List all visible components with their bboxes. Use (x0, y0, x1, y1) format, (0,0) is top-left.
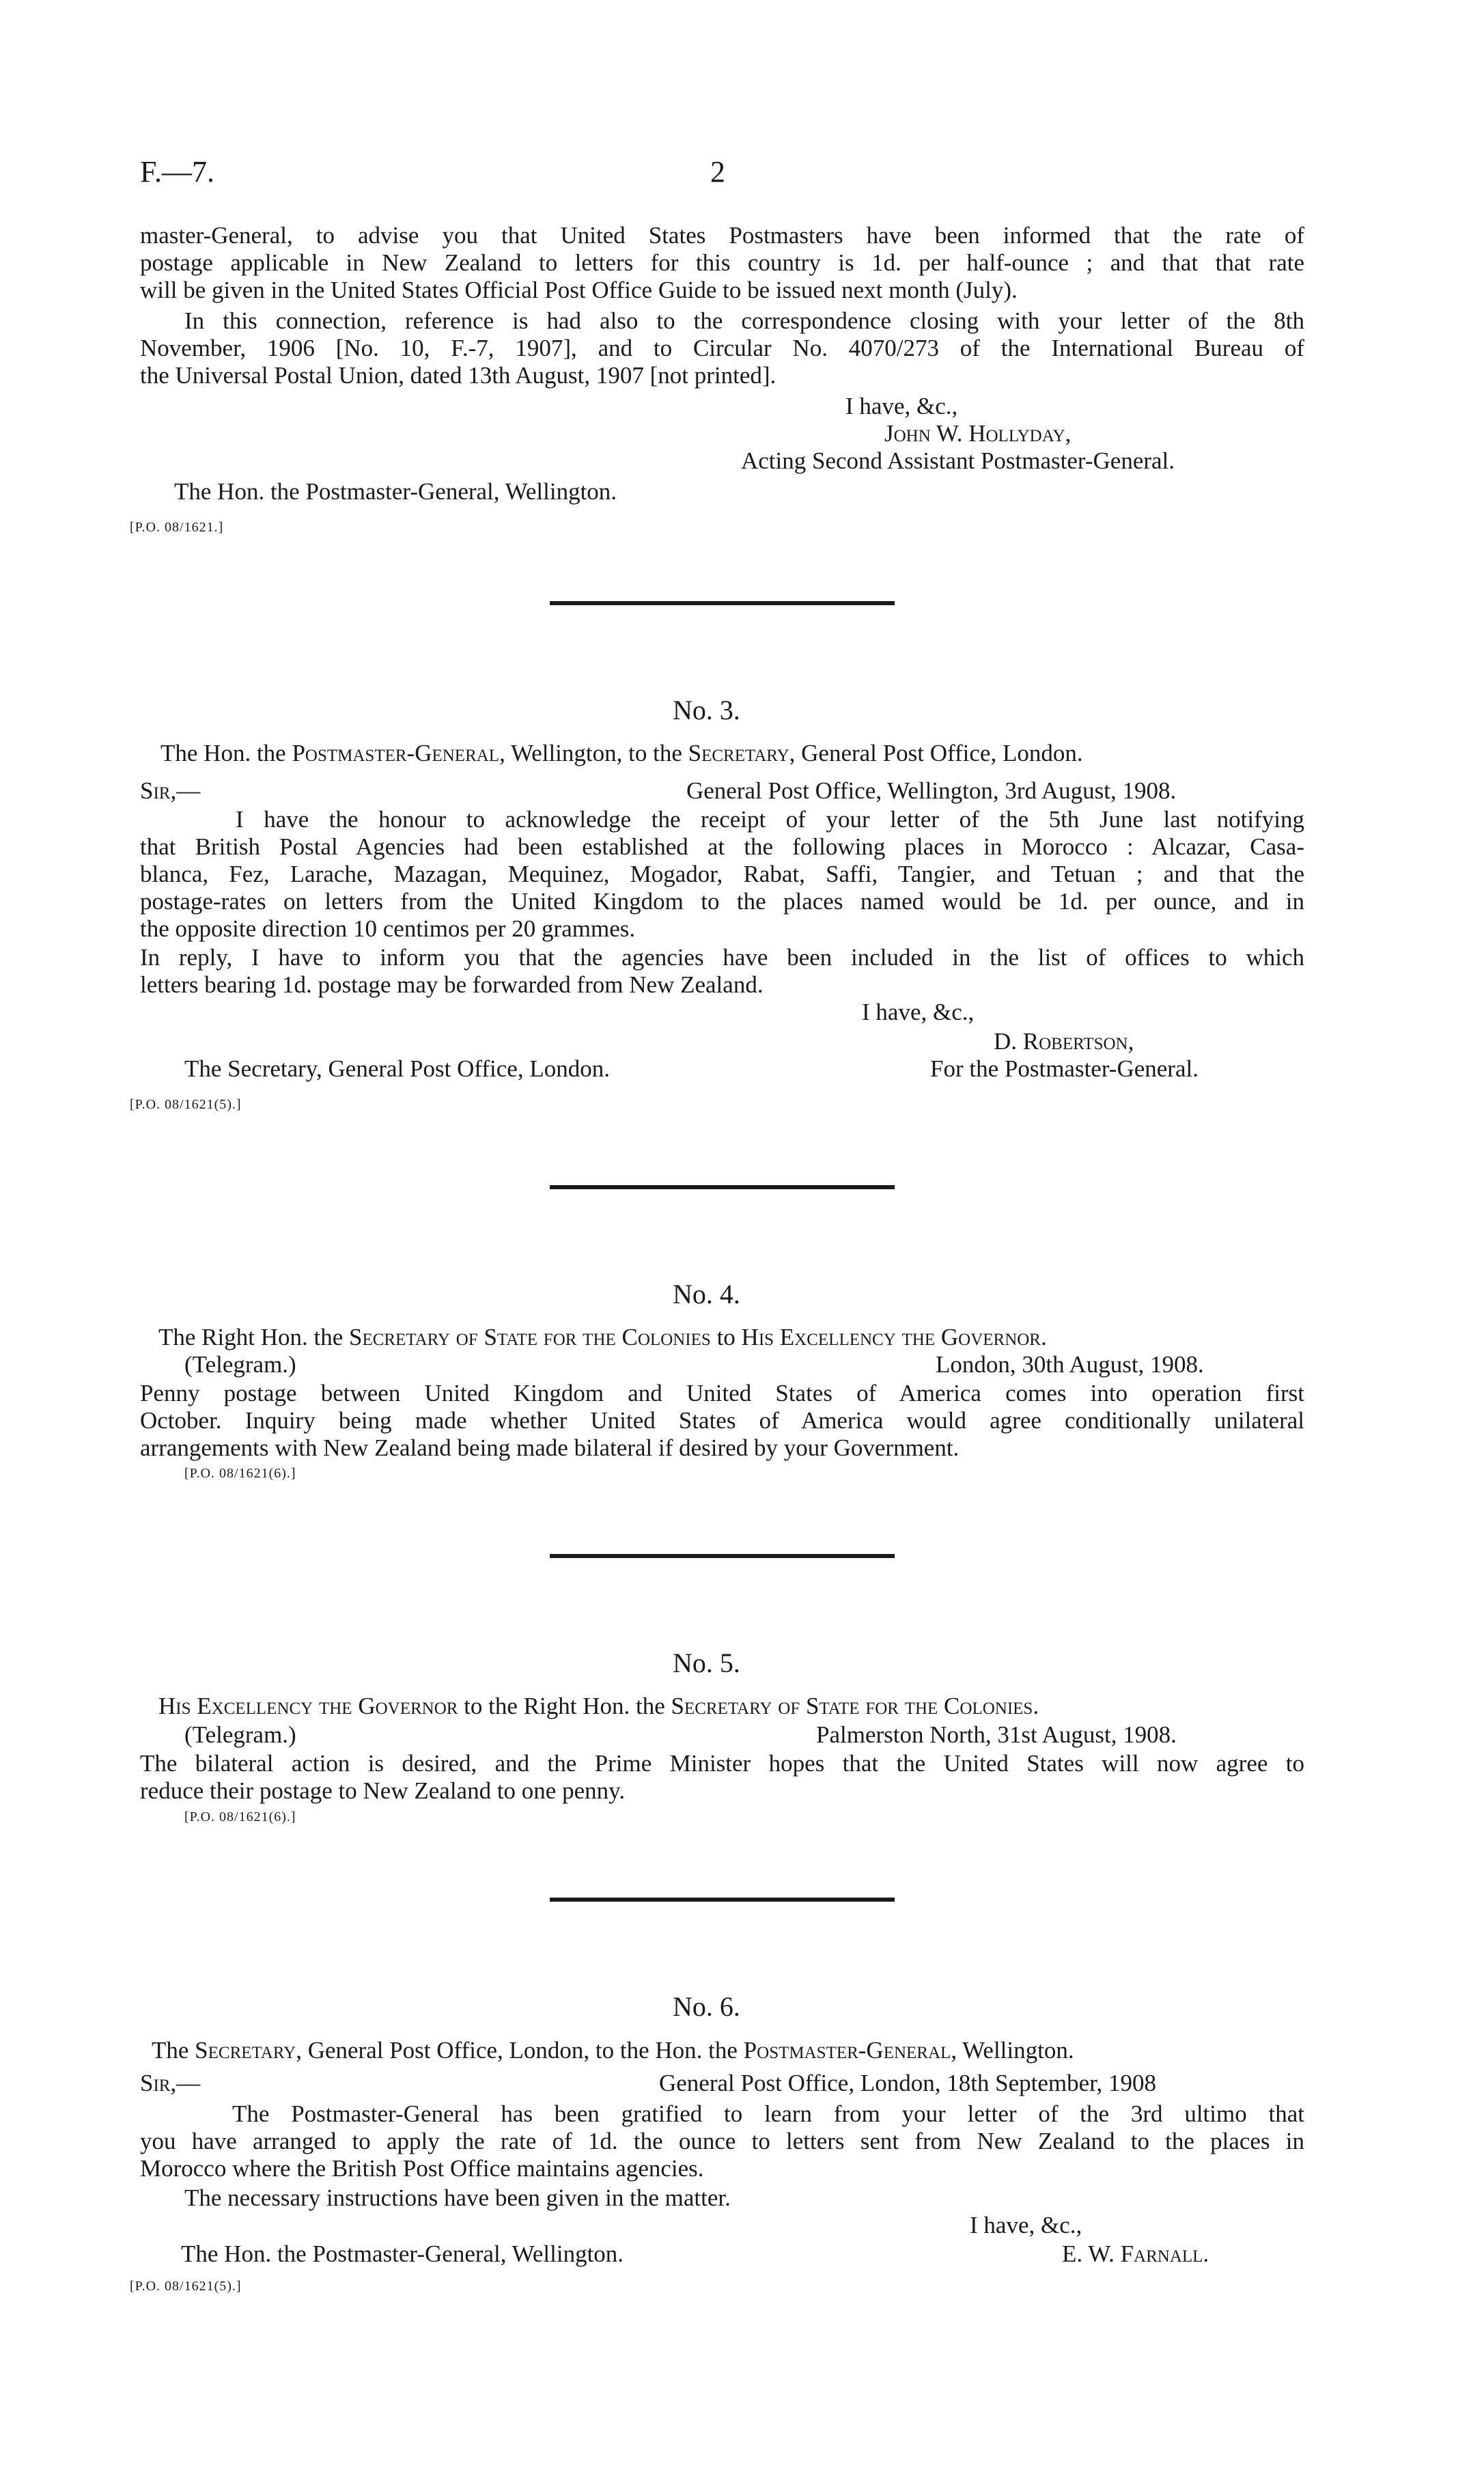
sec2-p2-line-2: November, 1906 [No. 10, F.-7, 1907], and to Circular No. 4070/273 of the International Bureau of (140, 335, 1304, 361)
sec2-line-3: will be given in the United States Official Post Office Guide to be issued next month (July). (140, 277, 1018, 303)
no6-from-to: The Secretary, General Post Office, London, to the Hon. the Postmaster-General, Wellington. (152, 2037, 1074, 2064)
no4-file-ref: [P.O. 08/1621(6).] (184, 1466, 296, 1481)
sec2-closing: I have, &c., (845, 393, 958, 419)
no3-line-4: postage-rates on letters from the United Kingdom to the places named would be 1d. per ounce, and in (140, 888, 1304, 915)
no3-closing: I have, &c., (862, 999, 975, 1025)
no3-signer-title: For the Postmaster-General. (930, 1055, 1199, 1082)
no5-dateline: Palmerston North, 31st August, 1908. (816, 1721, 1177, 1748)
no5-telegram: (Telegram.) (184, 1721, 296, 1748)
no4-line-1: Penny postage between United Kingdom and United States of America comes into operation first (140, 1380, 1304, 1406)
no6-p2-line-1: The necessary instructions have been given in the matter. (184, 2184, 731, 2211)
sec2-signer-title: Acting Second Assistant Postmaster-General. (741, 447, 1175, 474)
no5-line-1: The bilateral action is desired, and the Prime Minister hopes that the United States will now agree to (140, 1750, 1304, 1777)
no3-heading: No. 3. (673, 695, 740, 725)
no4-from-to: The Right Hon. the Secretary of State for the Colonies to His Excellency the Governor. (158, 1324, 1047, 1350)
section-divider (550, 1898, 895, 1902)
no3-line-3: blanca, Fez, Larache, Mazagan, Mequinez, Mogador, Rabat, Saffi, Tangier, and Tetuan ; and that the (140, 861, 1304, 887)
section-divider (550, 601, 895, 605)
no6-salutation: Sir,— (140, 2070, 201, 2096)
no3-addressee: The Secretary, General Post Office, London. (184, 1055, 610, 1082)
no3-from-to: The Hon. the Postmaster-General, Wellington, to the Secretary, General Post Office, London. (160, 740, 1083, 766)
no5-line-2: reduce their postage to New Zealand to one penny. (140, 1777, 626, 1804)
no3-p2-line-2: letters bearing 1d. postage may be forwarded from New Zealand. (140, 971, 764, 998)
sec2-signer: John W. Hollyday, (884, 420, 1072, 447)
page-number: 2 (710, 155, 725, 189)
no3-file-ref: [P.O. 08/1621(5).] (130, 1097, 242, 1112)
no4-line-3: arrangements with New Zealand being made bilateral if desired by your Government. (140, 1434, 960, 1461)
no6-signer: E. W. Farnall. (1062, 2240, 1209, 2267)
no4-dateline: London, 30th August, 1908. (936, 1351, 1204, 1378)
no3-salutation: Sir,— (140, 777, 201, 804)
no5-from-to: His Excellency the Governor to the Right Hon. the Secretary of State for the Colonies. (158, 1693, 1039, 1719)
sec2-p2-line-3: the Universal Postal Union, dated 13th August, 1907 [not printed]. (140, 362, 776, 389)
no6-file-ref: [P.O. 08/1621(5).] (130, 2279, 242, 2294)
no4-line-2: October. Inquiry being made whether United States of America would agree conditionally unilateral (140, 1407, 1304, 1434)
no4-telegram: (Telegram.) (184, 1351, 296, 1378)
no5-file-ref: [P.O. 08/1621(6).] (184, 1809, 296, 1824)
sec2-p2-line-1: In this connection, reference is had also to the correspondence closing with your letter of the 8th (184, 307, 1304, 334)
sec2-line-1: master-General, to advise you that United States Postmasters have been informed that the rate of (140, 222, 1304, 249)
no3-p2-line-1: In reply, I have to inform you that the agencies have been included in the list of offices to which (140, 944, 1304, 971)
no6-dateline: General Post Office, London, 18th September, 1908 (659, 2070, 1156, 2096)
no3-line-2: that British Postal Agencies had been established at the following places in Morocco : Alcazar, Casa- (140, 833, 1304, 860)
section-divider (550, 1185, 895, 1189)
no3-dateline: General Post Office, Wellington, 3rd August, 1908. (686, 777, 1177, 804)
no5-heading: No. 5. (673, 1648, 740, 1678)
no4-heading: No. 4. (673, 1279, 740, 1309)
no6-line-2: you have arranged to apply the rate of 1d. the ounce to letters sent from New Zealand to the places in (140, 2128, 1304, 2154)
page-header-ref: F.—7. (140, 155, 214, 189)
no6-line-1: The Postmaster-General has been gratified to learn from your letter of the 3rd ultimo that (232, 2100, 1304, 2127)
no6-line-3: Morocco where the British Post Office maintains agencies. (140, 2155, 704, 2182)
sec2-line-2: postage applicable in New Zealand to letters for this country is 1d. per half-ounce ; and that that rate (140, 249, 1304, 276)
sec2-file-ref: [P.O. 08/1621.] (130, 520, 224, 535)
section-divider (550, 1554, 895, 1558)
no6-addressee: The Hon. the Postmaster-General, Wellington. (181, 2240, 624, 2267)
no6-heading: No. 6. (673, 1991, 740, 2022)
no3-line-1: I have the honour to acknowledge the receipt of your letter of the 5th June last notifying (236, 806, 1304, 833)
sec2-addressee: The Hon. the Postmaster-General, Wellington. (174, 478, 617, 505)
no3-signer: D. Robertson, (994, 1028, 1134, 1055)
no6-closing: I have, &c., (970, 2212, 1082, 2238)
no3-line-5: the opposite direction 10 centimos per 20 grammes. (140, 915, 636, 942)
